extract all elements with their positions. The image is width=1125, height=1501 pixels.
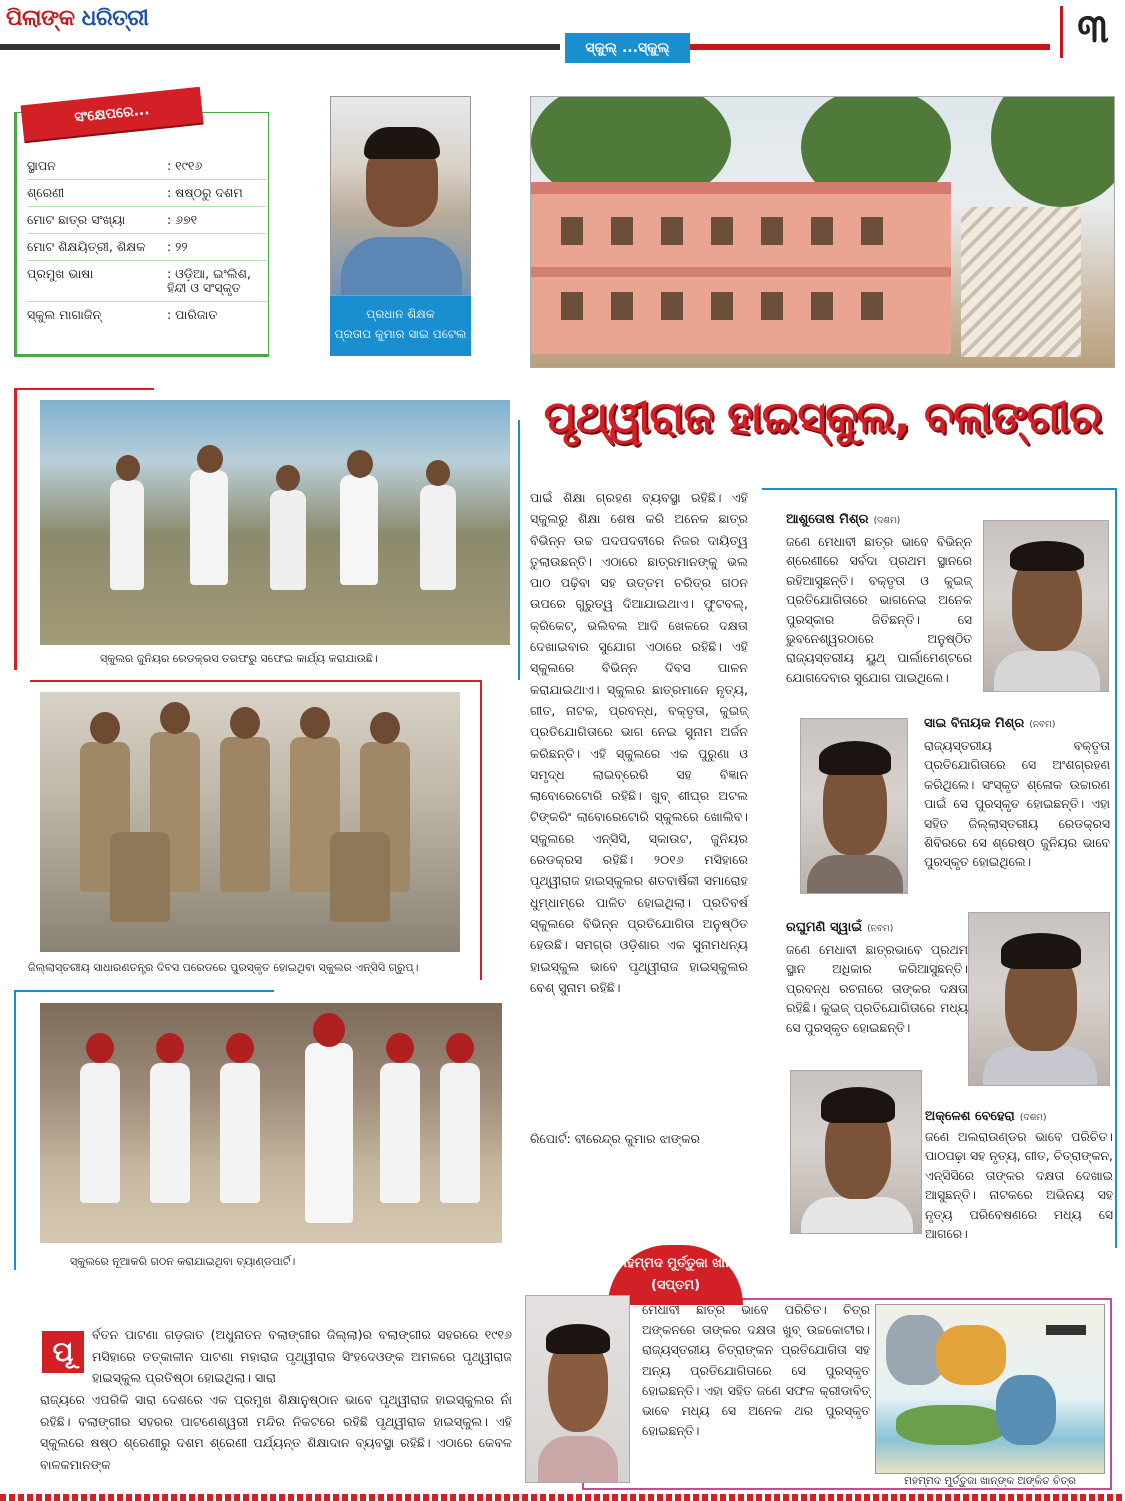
featured-student-class: (ସପ୍ତମ)	[650, 1278, 701, 1293]
fact-row	[27, 234, 267, 261]
intro-dropcap: ପୂ	[42, 1331, 84, 1373]
page-number: ୩	[1077, 6, 1109, 52]
fact-row	[27, 153, 267, 180]
student-photo	[800, 718, 908, 894]
reporter-credit: ରିପୋର୍ଟ: ବୀରେନ୍ଦ୍ର କୁମାର ଝାଙ୍କର	[530, 1131, 700, 1146]
fact-value: : ଷଷ୍ଠରୁ ଦଶମ	[167, 185, 243, 200]
masthead-logo	[0, 0, 200, 42]
logo-part-1: ପିଲାଙ୍କ	[6, 6, 75, 31]
student-photo	[983, 520, 1109, 692]
photo-redcross-cleaning	[40, 400, 510, 645]
fact-label: ପ୍ରମୁଖ ଭାଷା	[27, 266, 94, 281]
student-photo	[968, 912, 1110, 1086]
photo-caption: ସ୍କୁଲରେ ନୂଆକରି ଗଠନ କରାଯାଇଥିବା ବ୍ୟାଣ୍ଡପାର୍ଟି।	[70, 1255, 296, 1268]
photo-caption: ସ୍କୁଲର ଜୁନିୟର ରେଡକ୍ରସ ତରଫରୁ ସଫେଇ କାର୍ଯ୍ୟ କରାଯାଉଛି।	[100, 652, 378, 665]
article-headline: ପୃଥ୍ୱୀରାଜ ହାଇସ୍କୁଲ, ବଲାଙ୍ଗୀର	[543, 392, 1102, 443]
student-heading	[925, 1105, 1115, 1124]
student-name: ରଘୁମଣି ସ୍ୱାଇଁ	[786, 920, 863, 935]
frame-line	[14, 388, 154, 390]
frame-line	[14, 990, 274, 992]
student-bio: ଜଣେ ମେଧାବୀ ଛାତ୍ର ଭାବେ ବିଭିନ୍ନ ଶ୍ରେଣୀରେ ସର୍ବଦା ପ୍ରଥମ ସ୍ଥାନରେ ରହିଆସୁଛନ୍ତି। ବକ୍ତୃତା ଓ କୁଇଜ୍ ପ୍ରତିଯୋଗିତାରେ ଭାଗନେଇ ଅନେକ ପୁରସ୍କାର ଜିତିଛନ୍ତି। ସେ ଭୁବନେଶ୍ୱରଠାରେ ଅନୁଷ୍ଠିତ ରାଜ୍ୟସ୍ତରୀୟ ୟୁଥ୍ ପାର୍ଲାମେଣ୍ଟରେ ଯୋଗଦେବାର ସୁଯୋଗ ପାଇଥିଲେ।	[786, 534, 972, 685]
photo-band-party	[40, 1003, 502, 1243]
facts-list	[27, 153, 267, 328]
headmaster-caption	[330, 296, 471, 356]
student-name: ଆଶୁତୋଷ ମିଶ୍ର	[786, 512, 869, 527]
header-rule-right	[690, 44, 1050, 50]
article-body	[530, 487, 748, 998]
fact-row	[27, 180, 267, 207]
school-building-photo	[530, 96, 1115, 368]
fact-value: : ୬୭୧	[167, 212, 198, 227]
student-bio: ରାଜ୍ୟସ୍ତରୀୟ ବକ୍ତୃତା ପ୍ରତିଯୋଗିତାରେ ସେ ଅଂଶଗ୍ରହଣ କରିଥିଲେ। ସଂସ୍କୃତ ଶ୍ଳୋକ ଉଚ୍ଚାରଣ ପାଇଁ ସେ ପୁରସ୍କୃତ ହୋଇଛନ୍ତି। ଏହା ସହିତ ଜିଲ୍ଲାସ୍ତରୀୟ ରେଡକ୍ରସ ଶିବିରରେ ସେ ଶ୍ରେଷ୍ଠ ଜୁନିୟର ଭାବେ ପୁରସ୍କୃତ ହୋଇଥିଲେ।	[924, 738, 1110, 870]
logo-part-2: ଧରିତ୍ରୀ	[81, 6, 149, 31]
fact-value: : ୨୨	[167, 239, 188, 254]
fact-value: : ୧୯୧୬	[167, 158, 203, 173]
frame-line	[14, 388, 17, 670]
article-body-text: ପାଇଁ ଶିକ୍ଷା ଗ୍ରହଣ ବ୍ୟବସ୍ଥା ରହିଛି। ଏହି ସ୍କୁଲରୁ ଶିକ୍ଷା ଶେଷ କରି ଅନେକ ଛାତ୍ର ବିଭିନ୍ନ ଉଚ୍ଚ ପଦପଦବୀରେ ନିଜର ଦାୟିତ୍ୱ ତୁଲାଉଛନ୍ତି। ଏଠାରେ ଛାତ୍ରମାନଙ୍କୁ ଭଲ ପାଠ ପଢ଼ିବା ସହ ଉତ୍ତମ ଚରିତ୍ର ଗଠନ ଉପରେ ଗୁରୁତ୍ୱ ଦିଆଯାଇଥାଏ। ଫୁଟବଲ୍, କ୍ରିକେଟ୍, ଭଲିବଲ ଆଦି ଖେଳରେ ଦକ୍ଷତା ଦେଖାଇବାର ସୁଯୋଗ ଏଠାରେ ରହିଛି। ଏହି ସ୍କୁଲରେ ବିଭିନ୍ନ ଦିବସ ପାଳନ କରାଯାଇଥାଏ। ସ୍କୁଲର ଛାତ୍ରମାନେ ନୃତ୍ୟ, ଗୀତ, ନାଟକ, ପ୍ରବନ୍ଧ, ବକ୍ତୃତା, କୁଇଜ୍ ପ୍ରତିଯୋଗିତାରେ ଭାଗ ନେଇ ସୁନାମ ଅର୍ଜନ କରିଛନ୍ତି। ଏହି ସ୍କୁଲରେ ଏକ ପୁରୁଣା ଓ ସମୃଦ୍ଧ ଲାଇବ୍ରେରି ସହ ବିଜ୍ଞାନ ଲାବୋରେଟୋରି ରହିଛି। ଖୁବ୍ ଶୀଘ୍ର ଅଟଲ ଟିଙ୍କରିଂ ଲାବୋରେଟୋରି ସ୍କୁଲରେ ଖୋଲିବ। ସ୍କୁଲରେ ଏନ୍‌ସିସି, ସ୍କାଉଟ, ଜୁନିୟର ରେଡକ୍ରସ ରହିଛି। ୨୦୧୬ ମସିହାରେ ପୃଥ୍ୱୀରାଜ ହାଇସ୍କୁଲର ଶତବାର୍ଷିକୀ ସମାରୋହ ଧୁମ୍‌ଧାମ୍‌ରେ ପାଳିତ ହୋଇଥିଲା। ପ୍ରତିବର୍ଷ ସ୍କୁଲରେ ବିଭିନ୍ନ ପ୍ରତିଯୋଗିତା ଅନୁଷ୍ଠିତ ହେଉଛି। ସମଗ୍ର ଓଡ଼ିଶାର ଏକ ସୁନାମଧନ୍ୟ ହାଇସ୍କୁଲ ଭାବେ ପୃଥ୍ୱୀରାଜ ହାଇସ୍କୁଲର ବେଶ୍ ସୁନାମ ରହିଛି।	[530, 490, 748, 995]
frame-line	[30, 680, 480, 682]
student-bio: ଜଣେ ଅଲରାଉଣ୍ଡର ଭାବେ ପରିଚିତ। ପାଠପଢ଼ା ସହ ନୃତ୍ୟ, ଗୀତ, ଚିତ୍ରାଙ୍କନ, ଏନ୍‌ସିସିରେ ତାଙ୍କର ଦକ୍ଷତା ଦେଖାଇ ଆସୁଛନ୍ତି। ନାଟକରେ ଅଭିନୟ ସହ ନୃତ୍ୟ ପରିବେଷଣରେ ମଧ୍ୟ ସେ ଆଗରେ।	[925, 1129, 1113, 1242]
student-heading	[786, 508, 1006, 527]
featured-student-photo	[525, 1295, 630, 1483]
fact-value: : ଓଡ଼ିଆ, ଇଂଲିଶ, ହିନ୍ଦୀ ଓ ସଂସ୍କୃତ	[167, 266, 251, 295]
fact-label: ସ୍ଥାପନ	[27, 158, 56, 173]
fact-row	[27, 302, 267, 328]
fact-row	[27, 261, 267, 302]
fact-label: ମୋଟ ଛାତ୍ର ସଂଖ୍ୟା	[27, 212, 126, 227]
featured-student-name: ମହମ୍ମଦ ମୁର୍ତ୍ତୁଜା ଖାନ୍	[617, 1256, 734, 1271]
photo-caption: ଜିଲ୍ଲାସ୍ତରୀୟ ସାଧାରଣତନ୍ତ୍ର ଦିବସ ପରେଡରେ ପୁରସ୍କୃତ ହୋଇଥିବା ସ୍କୁଲର ଏନ୍‌ସିସି ଗ୍ରୁପ୍।	[28, 961, 419, 974]
student-heading	[924, 712, 1114, 731]
fact-value: : ପାରିଜାତ	[167, 307, 218, 322]
student-class: (ଦଶମ)	[1019, 1113, 1047, 1123]
page-number-rule	[1060, 6, 1063, 58]
student-photo	[790, 1070, 922, 1234]
student-heading	[786, 916, 986, 935]
frame-line	[518, 420, 520, 680]
featured-student-drawing	[875, 1304, 1105, 1474]
headmaster-name: ପ୍ରତାପ କୁମାର ସାଇ ପଟେଲ	[334, 327, 467, 341]
headmaster-photo	[330, 96, 471, 296]
headmaster-role: ପ୍ରଧାନ ଶିକ୍ଷକ	[366, 307, 435, 321]
student-class: (ନବମ)	[1029, 720, 1056, 730]
section-tag: ସ୍କୁଲ୍ ...ସ୍କୁଲ୍	[565, 33, 690, 63]
photo-ncc-group	[40, 692, 460, 952]
footer-rule	[0, 1494, 1125, 1501]
featured-student-bio: ମେଧାବୀ ଛାତ୍ର ଭାବେ ପରିଚିତ। ଚିତ୍ର ଅଙ୍କନରେ ତାଙ୍କର ଦକ୍ଷତା ଖୁବ୍ ଉଚ୍ଚକୋଟୀର। ରାଜ୍ୟସ୍ତରୀୟ ଚିତ୍ରାଙ୍କନ ପ୍ରତିଯୋଗିତା ସହ ଅନ୍ୟ ପ୍ରତିଯୋଗିତାରେ ସେ ପୁରସ୍କୃତ ହୋଇଛନ୍ତି। ଏହା ସହିତ ଜଣେ ସଫଳ କ୍ରୀଡାବିତ୍ ଭାବେ ମଧ୍ୟ ସେ ଅନେକ ଥର ପୁରସ୍କୃତ ହୋଇଛନ୍ତି।	[642, 1302, 870, 1439]
fact-row	[27, 207, 267, 234]
student-bio: ଜଣେ ମେଧାବୀ ଛାତ୍ରଭାବେ ପ୍ରଥମ ସ୍ଥାନ ଅଧିକାର କରିଆସୁଛନ୍ତି। ପ୍ରବନ୍ଧ ରଚନାରେ ତାଙ୍କର ଦକ୍ଷତା ରହିଛି। କୁଇଜ୍ ପ୍ରତିଯୋଗିତାରେ ମଧ୍ୟ ସେ ପୁରସ୍କୃତ ହୋଇଛନ୍ତି।	[786, 942, 968, 1035]
student-class: (ନବମ)	[867, 924, 894, 934]
drawing-caption: ମହମ୍ମଦ ମୁର୍ତ୍ତୁଜା ଖାନ୍‌ଙ୍କ ଅଙ୍କିତ ଚିତ୍ର	[904, 1475, 1076, 1487]
school-facts-box	[14, 112, 269, 357]
facts-ribbon: ସଂକ୍ଷେପରେ...	[21, 87, 204, 142]
student-name: ଅକ୍ଳେଶ ବେହେରା	[925, 1109, 1015, 1124]
fact-label: ସ୍କୁଲ ମାଗାଜିନ୍	[27, 307, 102, 322]
student-name: ସାଇ ବିନାୟକ ମିଶ୍ର	[924, 716, 1025, 731]
intro-lead: ର୍ବତନ ପାଟଣା ଗଡ଼ଜାତ (ଅଧୁନାତନ ବଲାଙ୍ଗୀର ଜିଲ୍ଲା)ର ବଲାଙ୍ଗୀର ସହରରେ ୧୯୧୬ ମସିହାରେ ତତ୍କାଳୀନ ପାଟଣା ମହାରାଜ ପୃଥ୍ୱୀରାଜ ସିଂହଦେଓଙ୍କ ଅମଳରେ ପୃଥ୍ୱୀରାଜ ହାଇସ୍କୁଲ ପ୍ରତିଷ୍ଠା ହୋଇଥିଲା। ସାରା	[92, 1327, 512, 1386]
intro-rest: ରାଜ୍ୟରେ ଏପରିକି ସାରା ଦେଶରେ ଏକ ପ୍ରମୁଖ ଶିକ୍ଷାନୁଷ୍ଠାନ ଭାବେ ପୃଥ୍ୱୀରାଜ ହାଇସ୍କୁଲର ନାଁ ରହିଛି। ବଲାଙ୍ଗୀର ସହରର ପାଟଣେଶ୍ୱରୀ ମନ୍ଦିର ନିକଟରେ ରହିଛି ପୃଥ୍ୱୀରାଜ ହାଇସ୍କୁଲ। ଏହି ସ୍କୁଲରେ ଷଷ୍ଠ ଶ୍ରେଣୀରୁ ଦଶମ ଶ୍ରେଣୀ ପର୍ଯ୍ୟନ୍ତ ଶିକ୍ଷାଦାନ ବ୍ୟବସ୍ଥା ରହିଛି। ଏଠାରେ କେବଳ ବାଳକମାନଙ୍କ	[40, 1392, 512, 1472]
fact-label: ଶ୍ରେଣୀ	[27, 185, 65, 200]
header-rule-left	[0, 44, 560, 50]
frame-line	[14, 990, 16, 1270]
frame-line	[480, 680, 482, 980]
student-class: (ଦଶମ)	[873, 516, 901, 526]
fact-label: ମୋଟ ଶିକ୍ଷୟିତ୍ରୀ, ଶିକ୍ଷକ	[27, 239, 146, 254]
